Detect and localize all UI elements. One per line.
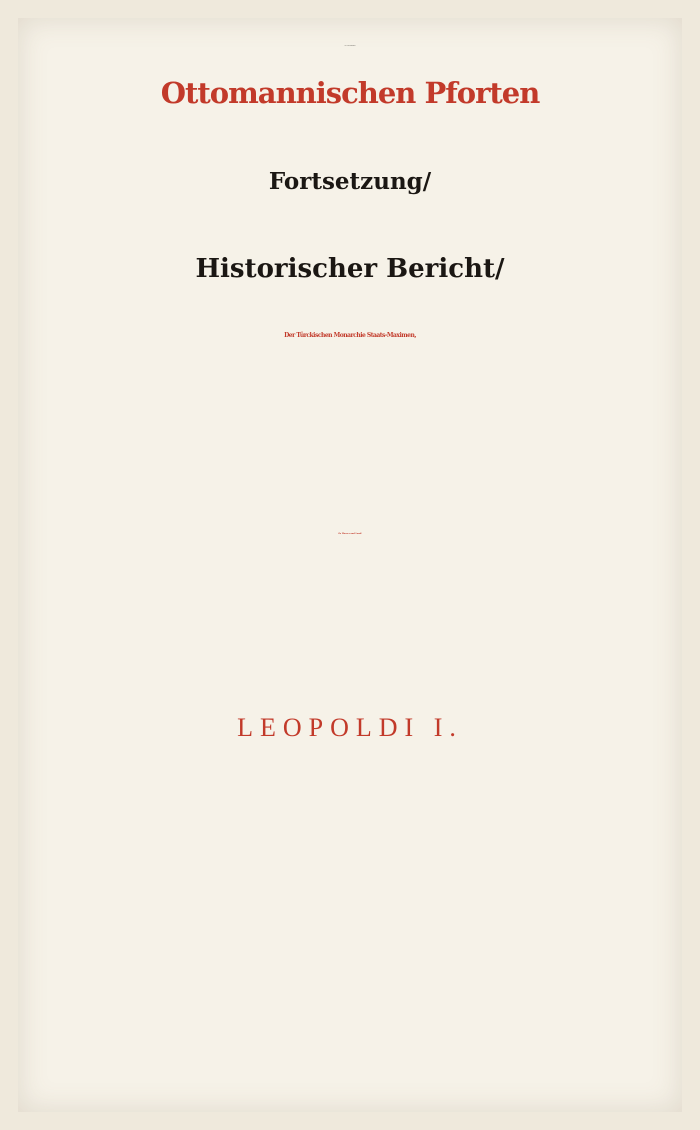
emperor-name: LEOPOLDI I. [237, 713, 463, 742]
title-line-2: Ottomannischen Pforten [160, 76, 540, 110]
title-line-6: Historischer Bericht/ [195, 254, 505, 284]
title-line-3: Fortsetzung/ [268, 168, 432, 195]
title-line-1: Der Neu-eröffneten [344, 46, 356, 47]
text-line-8: Der Türckischen Monarchie Staats-Maximen, [284, 332, 416, 339]
title-page [18, 18, 682, 1112]
text-line-17: Zu Wasser und Land/ [338, 533, 362, 535]
